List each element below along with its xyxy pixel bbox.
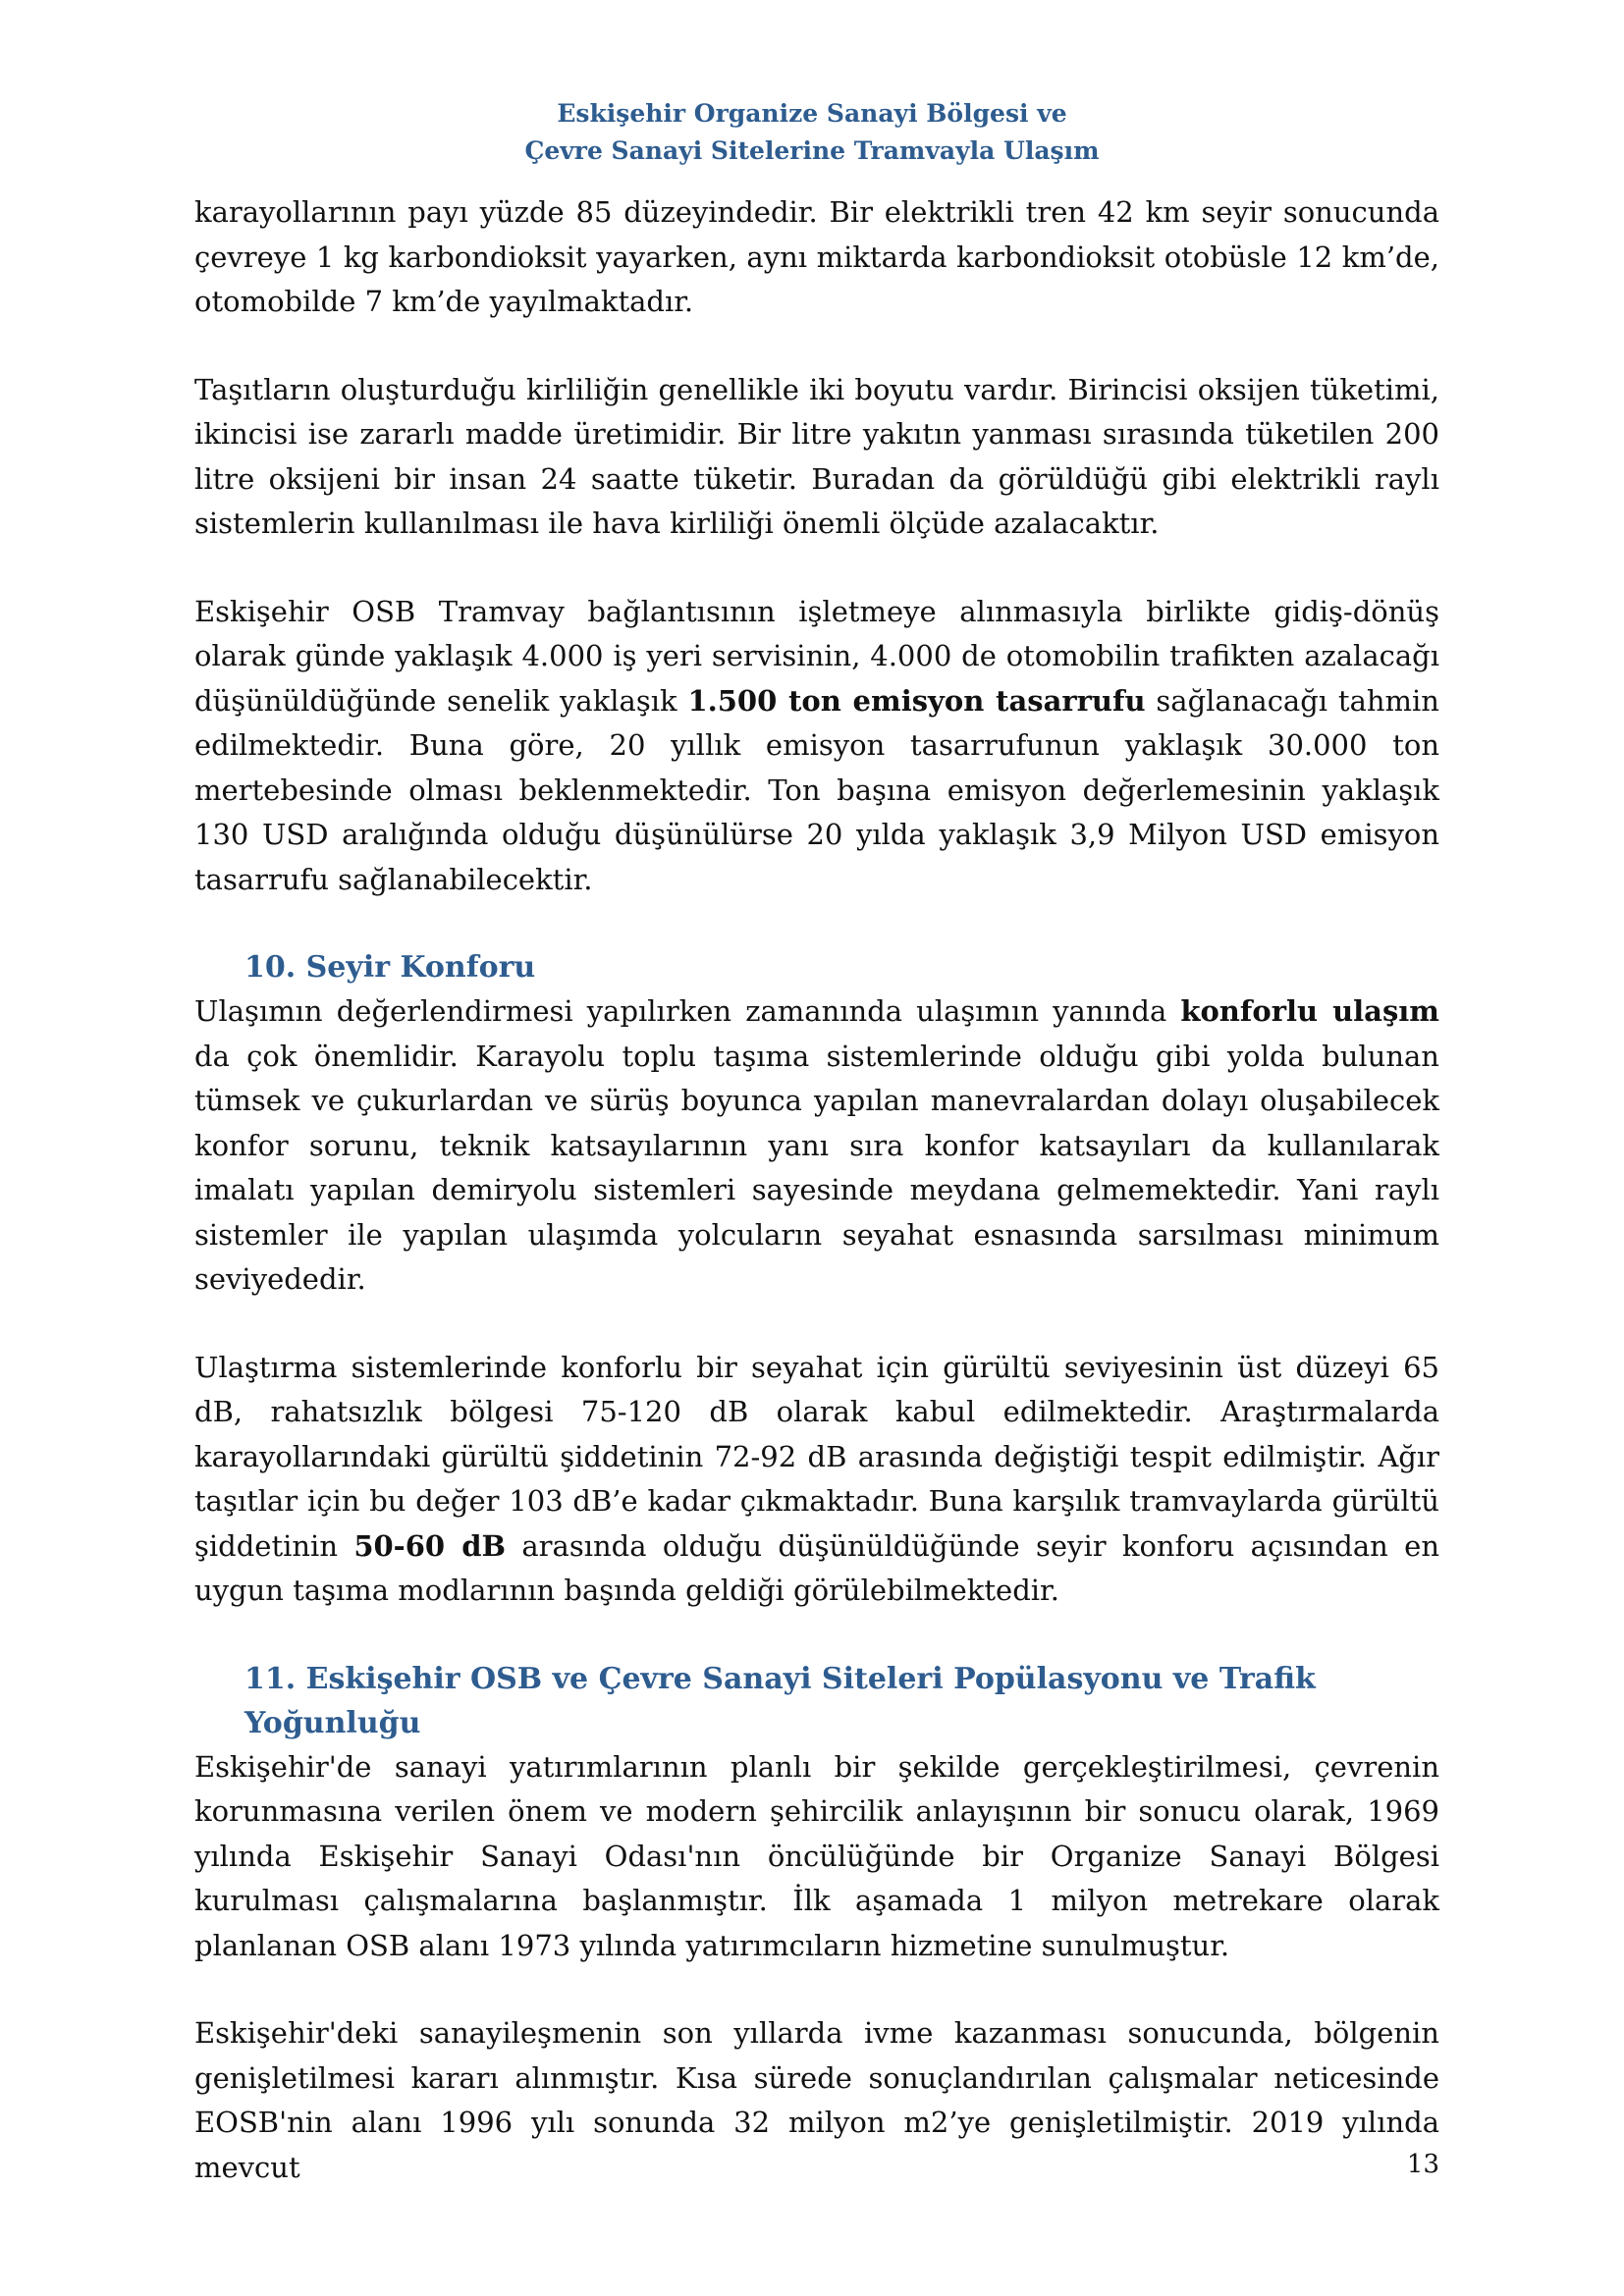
- text-run: Ulaşımın değerlendirmesi yapılırken zamanında ulaşımın yanında: [194, 994, 1181, 1028]
- page-number: 13: [1406, 2150, 1439, 2179]
- text-run: Ulaştırma sistemlerinde konforlu bir seyahat için gürültü seviyesinin üst düzeyi 65 dB, rahatsızlık bölgesi 75-120 dB olarak kabul edilmektedir. Araştırmalarda karayollarındaki gürültü şiddetinin 72-92 dB arasında değiştiği tespit edilmiştir. Ağır taşıtlar için bu değer 103 dB’e kadar çıkmaktadır. Buna karşılık tramvaylarda gürültü şiddetinin: [194, 1350, 1439, 1563]
- paragraph-noise: [194, 1346, 1439, 1614]
- text-run: da çok önemlidir. Karayolu toplu taşıma sistemlerinde olduğu gibi yolda bulunan tümsek ve çukurlardan ve sürüş boyunca yapılan manevralardan dolayı oluşabilecek konfor sorunu, teknik katsayılarının yanı sıra konfor katsayıları da kullanılarak imalatı yapılan demiryolu sistemleri sayesinde meydana gelmemektedir. Yani raylı sistemler ile yapılan ulaşımda yolcuların seyahat esnasında sarsılması minimum seviyededir.: [194, 1039, 1439, 1296]
- text-run: arasında olduğu düşünüldüğünde seyir konforu açısından en uygun taşıma modlarının başında geldiği görülebilmektedir.: [194, 1528, 1439, 1607]
- paragraph-osb-history: Eskişehir'de sanayi yatırımlarının planlı bir şekilde gerçekleştirilmesi, çevrenin korunmasına verilen önem ve modern şehircilik anlayışının bir sonucu olarak, 1969 yılında Eskişehir Sanayi Odası'nın öncülüğünde bir Organize Sanayi Bölgesi kurulması çalışmalarına başlanmıştır. İlk aşamada 1 milyon metrekare olarak planlanan OSB alanı 1973 yılında yatırımcıların hizmetine sunulmuştur.: [194, 1749, 1439, 1962]
- text-run: Eskişehir OSB Tramvay bağlantısının işletmeye alınmasıyla birlikte gidiş-dönüş olarak günde yaklaşık 4.000 iş yeri servisinin, 4.000 de otomobilin trafikten azalacağı düşünüldüğünde senelik yaklaşık: [194, 594, 1439, 718]
- paragraph-emission-distance: karayollarının payı yüzde 85 düzeyindedir. Bir elektrikli tren 42 km seyir sonucunda çevreye 1 kg karbondioksit yayarken, aynı miktarda karbondioksit otobüsle 12 km’de, otomobilde 7 km’de yayılmaktadır.: [194, 195, 1439, 318]
- page-header: [0, 95, 1624, 170]
- bold-emission-savings: 1.500 ton emisyon tasarrufu: [687, 683, 1146, 718]
- paragraph-emission-savings: [194, 590, 1439, 903]
- bold-noise-range: 50-60 dB: [353, 1528, 507, 1563]
- paragraph-comfort: [194, 989, 1439, 1303]
- header-line-1: Eskişehir Organize Sanayi Bölgesi ve: [557, 99, 1067, 128]
- paragraph-osb-expansion: Eskişehir'deki sanayileşmenin son yıllarda ivme kazanması sonucunda, bölgenin genişletilmesi kararı alınmıştır. Kısa sürede sonuçlandırılan çalışmalar neticesinde EOSB'nin alanı 1996 yılı sonunda 32 milyon m2’ye genişletilmiştir. 2019 yılında mevcut: [194, 2016, 1439, 2184]
- document-body: [194, 190, 1439, 2233]
- header-line-2: Çevre Sanayi Sitelerine Tramvayla Ulaşım: [524, 136, 1100, 165]
- text-run: sağlanacağı tahmin edilmektedir. Buna göre, 20 yıllık emisyon tasarrufunun yaklaşık 30.000 ton mertebesinde olması beklenmektedir. Ton başına emisyon değerlemesinin yaklaşık 130 USD aralığında olduğu düşünülürse 20 yılda yaklaşık 3,9 Milyon USD emisyon tasarrufu sağlanabilecektir.: [194, 683, 1439, 896]
- section-heading-ride-comfort: 10. Seyir Konforu: [244, 950, 536, 985]
- bold-comfortable-transport: konforlu ulaşım: [1180, 994, 1439, 1028]
- section-heading-osb-population: 11. Eskişehir OSB ve Çevre Sanayi Siteleri Popülasyonu ve Trafik Yoğunluğu: [244, 1661, 1316, 1740]
- paragraph-pollution-dimensions: Taşıtların oluşturduğu kirliliğin genellikle iki boyutu vardır. Birincisi oksijen tüketimi, ikincisi ise zararlı madde üretimidir. Bir litre yakıtın yanması sırasında tüketilen 200 litre oksijeni bir insan 24 saatte tüketir. Buradan da görüldüğü gibi elektrikli raylı sistemlerin kullanılması ile hava kirliliği önemli ölçüde azalacaktır.: [194, 372, 1439, 540]
